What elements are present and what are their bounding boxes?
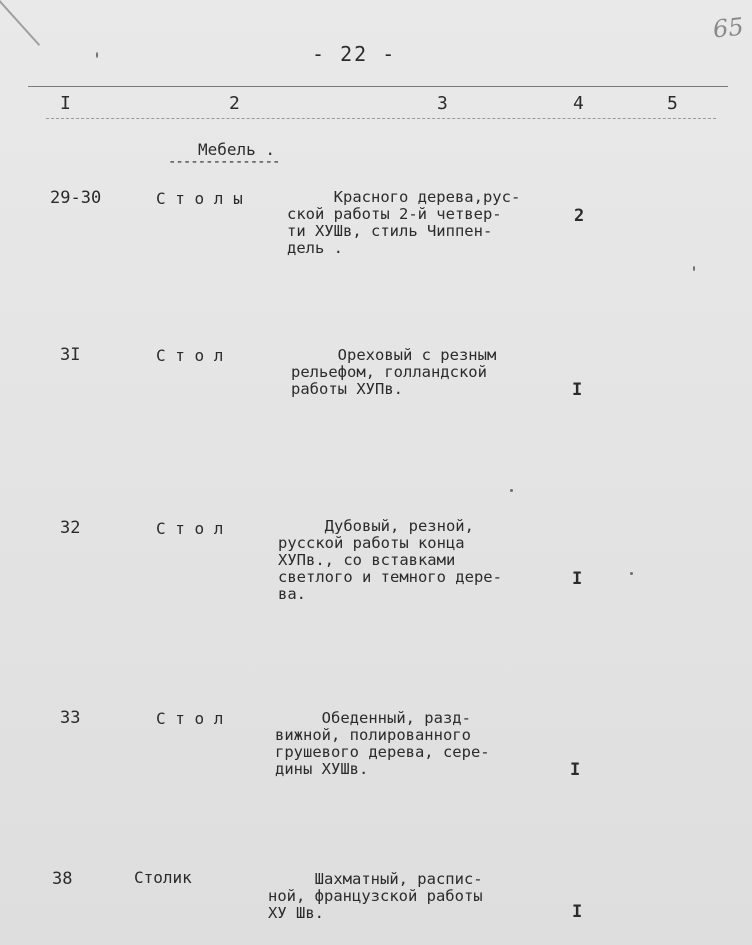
paper-speck bbox=[510, 489, 513, 492]
paper-speck bbox=[96, 52, 98, 58]
entry-description-line: дины ХУШв. bbox=[275, 760, 369, 778]
header-underline bbox=[46, 118, 716, 119]
column-header-2: 2 bbox=[229, 93, 240, 114]
entry-number: 33 bbox=[60, 708, 81, 728]
entry-quantity: I bbox=[572, 902, 583, 922]
column-header-5: 5 bbox=[667, 93, 678, 114]
entry-description-line: вижной, полированного bbox=[275, 726, 471, 744]
entry-description-line: светлого и темного дере- bbox=[278, 568, 502, 586]
corner-mark bbox=[0, 0, 40, 79]
entry-description-line: ХУ Шв. bbox=[268, 904, 324, 922]
entry-number: 32 bbox=[60, 518, 81, 538]
paper-speck bbox=[630, 572, 633, 575]
entry-quantity: 2 bbox=[574, 206, 585, 226]
entry-description-line: дель . bbox=[287, 239, 343, 257]
entry-name: С т о л bbox=[156, 346, 224, 365]
entry-number: 3I bbox=[60, 345, 81, 365]
section-title: Мебель . bbox=[198, 140, 276, 159]
entry-name: С т о л bbox=[156, 519, 224, 538]
column-header-4: 4 bbox=[573, 93, 584, 114]
entry-description-line: работы ХУПв. bbox=[291, 380, 403, 398]
entry-description-line: рельефом, голландской bbox=[291, 363, 487, 381]
entry-number: 29-30 bbox=[50, 188, 102, 208]
entry-quantity: I bbox=[572, 569, 583, 589]
header-rule bbox=[28, 86, 728, 87]
entry-name: С т о л ы bbox=[156, 189, 243, 208]
entry-quantity: I bbox=[572, 380, 583, 400]
entry-description-line: русской работы конца bbox=[278, 534, 465, 552]
paper-speck bbox=[693, 266, 695, 271]
entry-description-line: Шахматный, распис- bbox=[268, 870, 483, 888]
column-header-3: 3 bbox=[437, 93, 448, 114]
column-header-1: I bbox=[60, 93, 71, 114]
archive-page-mark: 65 bbox=[711, 12, 745, 44]
entry-name: С т о л bbox=[156, 709, 224, 728]
entry-name: Столик bbox=[134, 868, 192, 887]
entry-description-line: Красного дерева,рус- bbox=[287, 188, 521, 206]
entry-description-line: ной, французской работы bbox=[268, 887, 483, 905]
entry-number: 38 bbox=[52, 869, 73, 889]
entry-quantity: I bbox=[570, 760, 581, 780]
entry-description-line: грушевого дерева, сере- bbox=[275, 743, 490, 761]
entry-description-line: ти ХУШв, стиль Чиппен- bbox=[287, 222, 493, 240]
entry-description-line: Дубовый, резной, bbox=[278, 517, 474, 535]
entry-description-line: ва. bbox=[278, 585, 306, 603]
page-number: - 22 - bbox=[312, 42, 397, 66]
entry-description-line: ХУПв., со вставками bbox=[278, 551, 456, 569]
entry-description-line: Ореховый с резным bbox=[291, 346, 497, 364]
entry-description-line: Обеденный, разд- bbox=[275, 709, 471, 727]
entry-description-line: ской работы 2-й четвер- bbox=[287, 205, 502, 223]
section-underline: --------------- bbox=[168, 154, 280, 170]
